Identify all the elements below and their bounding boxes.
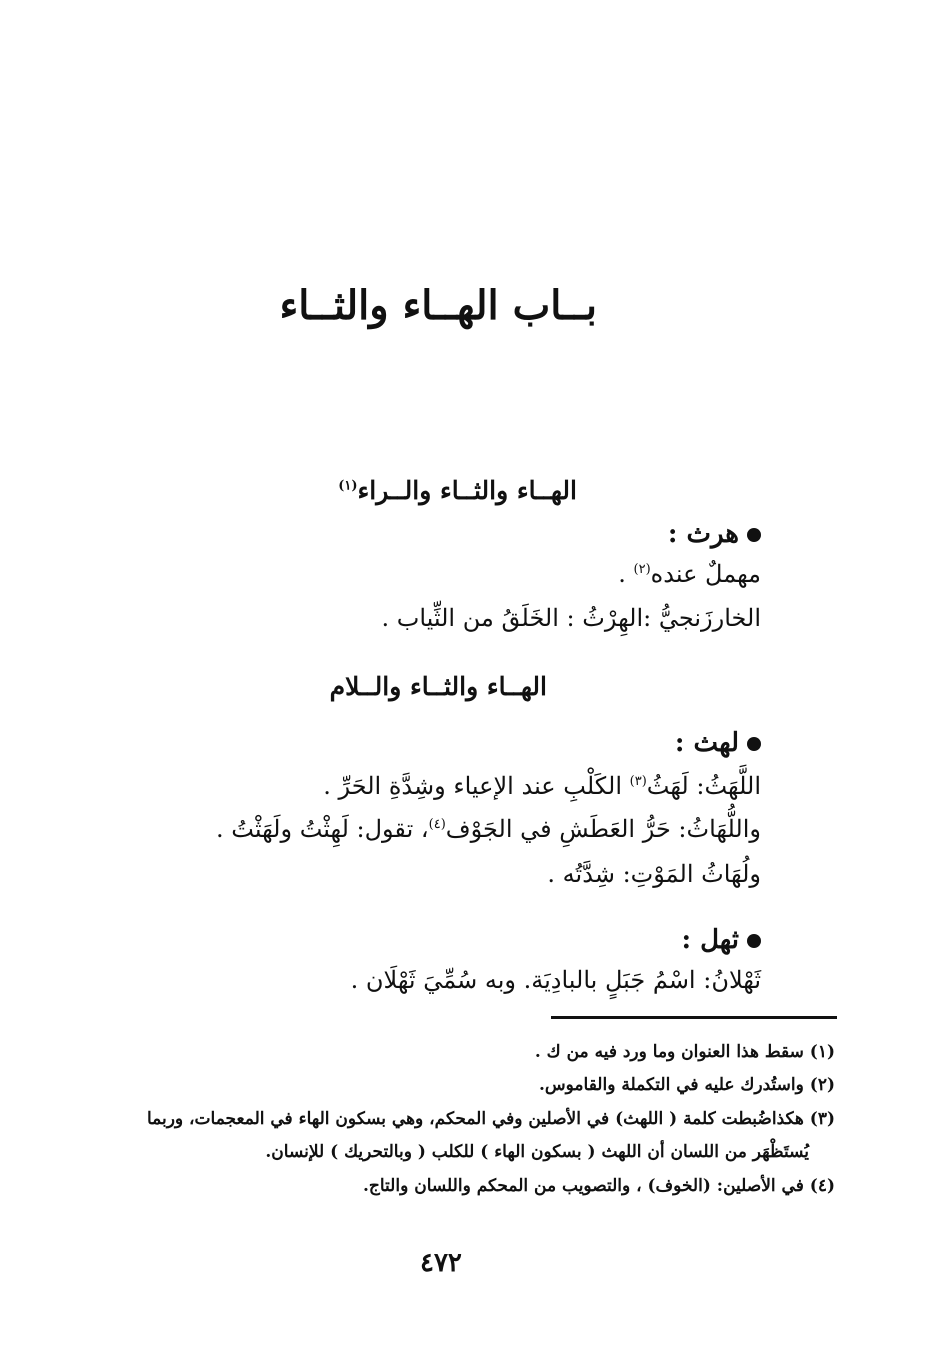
entry-text: ثَهْلانُ: اسْمُ جَبَلٍ بالبادِيَة. وبه سُمِّيَ ثَهْلَان .: [350, 966, 761, 994]
bullet-icon: [747, 737, 761, 751]
entry-text: ولُهَاثُ المَوْتِ: شِدَّتُه .: [547, 860, 761, 888]
section-title-ha-tha-lam: [330, 672, 547, 701]
chapter-title: بــاب الهــاء والثــاء: [279, 282, 597, 329]
footnote-3-continued: يُستَظْهَر من اللسان أن اللهث ( بسكون الهاء ) للكلب ( وبالتحريك ) للإنسان.: [265, 1142, 809, 1162]
section-title-ha-tha-ra: [338, 476, 577, 505]
entry-text-tail: ، تقول: لَهِثْتُ ولَهَثْتُ .: [216, 815, 429, 843]
root-heading-hrth: [668, 519, 761, 549]
bullet-icon: [747, 528, 761, 542]
section-title-text: الهــاء والثــاء والــراء: [357, 476, 577, 505]
root-label: لهث :: [674, 728, 739, 758]
footnote-divider: [551, 1016, 837, 1019]
entry-line: [323, 772, 761, 800]
footnote-ref: (٢): [633, 562, 651, 577]
root-label: ثهل :: [681, 925, 739, 955]
entry-line: [351, 966, 761, 994]
footnote-ref: (١): [338, 478, 358, 494]
entry-line: [547, 860, 761, 888]
root-heading-thhl: [681, 925, 761, 955]
entry-text-tail: .: [618, 560, 634, 588]
entry-line: [381, 604, 761, 632]
bullet-icon: [747, 934, 761, 948]
entry-line: [618, 560, 761, 588]
entry-text: الخارزَنجيُّ :الهِرْثُ : الخَلَقُ من الثِّياب .: [381, 604, 761, 632]
footnote-3: (٣) هكذاضُبطت كلمة ( اللهث) في الأصلين وفي المحكم، وهي بسكون الهاء في المعجمات، وربما: [146, 1109, 835, 1129]
entry-text: مهملٌ عنده: [650, 560, 761, 588]
footnote-4: (٤) في الأصلين: (الخوف) ، والتصويب من المحكم واللسان والتاج.: [362, 1176, 835, 1196]
footnote-ref: (٤): [428, 817, 446, 832]
footnote-1: (١) سقط هذا العنوان وما ورد فيه من ك .: [534, 1042, 835, 1062]
entry-text-tail: الكَلْبِ عند الإعياء وشِدَّةِ الحَرِّ .: [323, 772, 630, 800]
footnote-2: (٢) واستُدرك عليه في التكملة والقاموس.: [538, 1075, 835, 1095]
entry-line: [216, 815, 761, 843]
root-label: هرث :: [667, 519, 739, 549]
root-heading-lhth: [675, 728, 761, 758]
entry-text: واللُّهَاثُ: حَرُّ العَطَشِ في الجَوْف: [445, 815, 761, 843]
entry-text: اللَّهَثُ: لَهَثُ: [646, 772, 761, 800]
page-number: ٤٧٢: [420, 1248, 462, 1278]
footnote-ref: (٣): [629, 774, 647, 789]
section-title-text: الهــاء والثــاء والــلام: [329, 672, 547, 701]
